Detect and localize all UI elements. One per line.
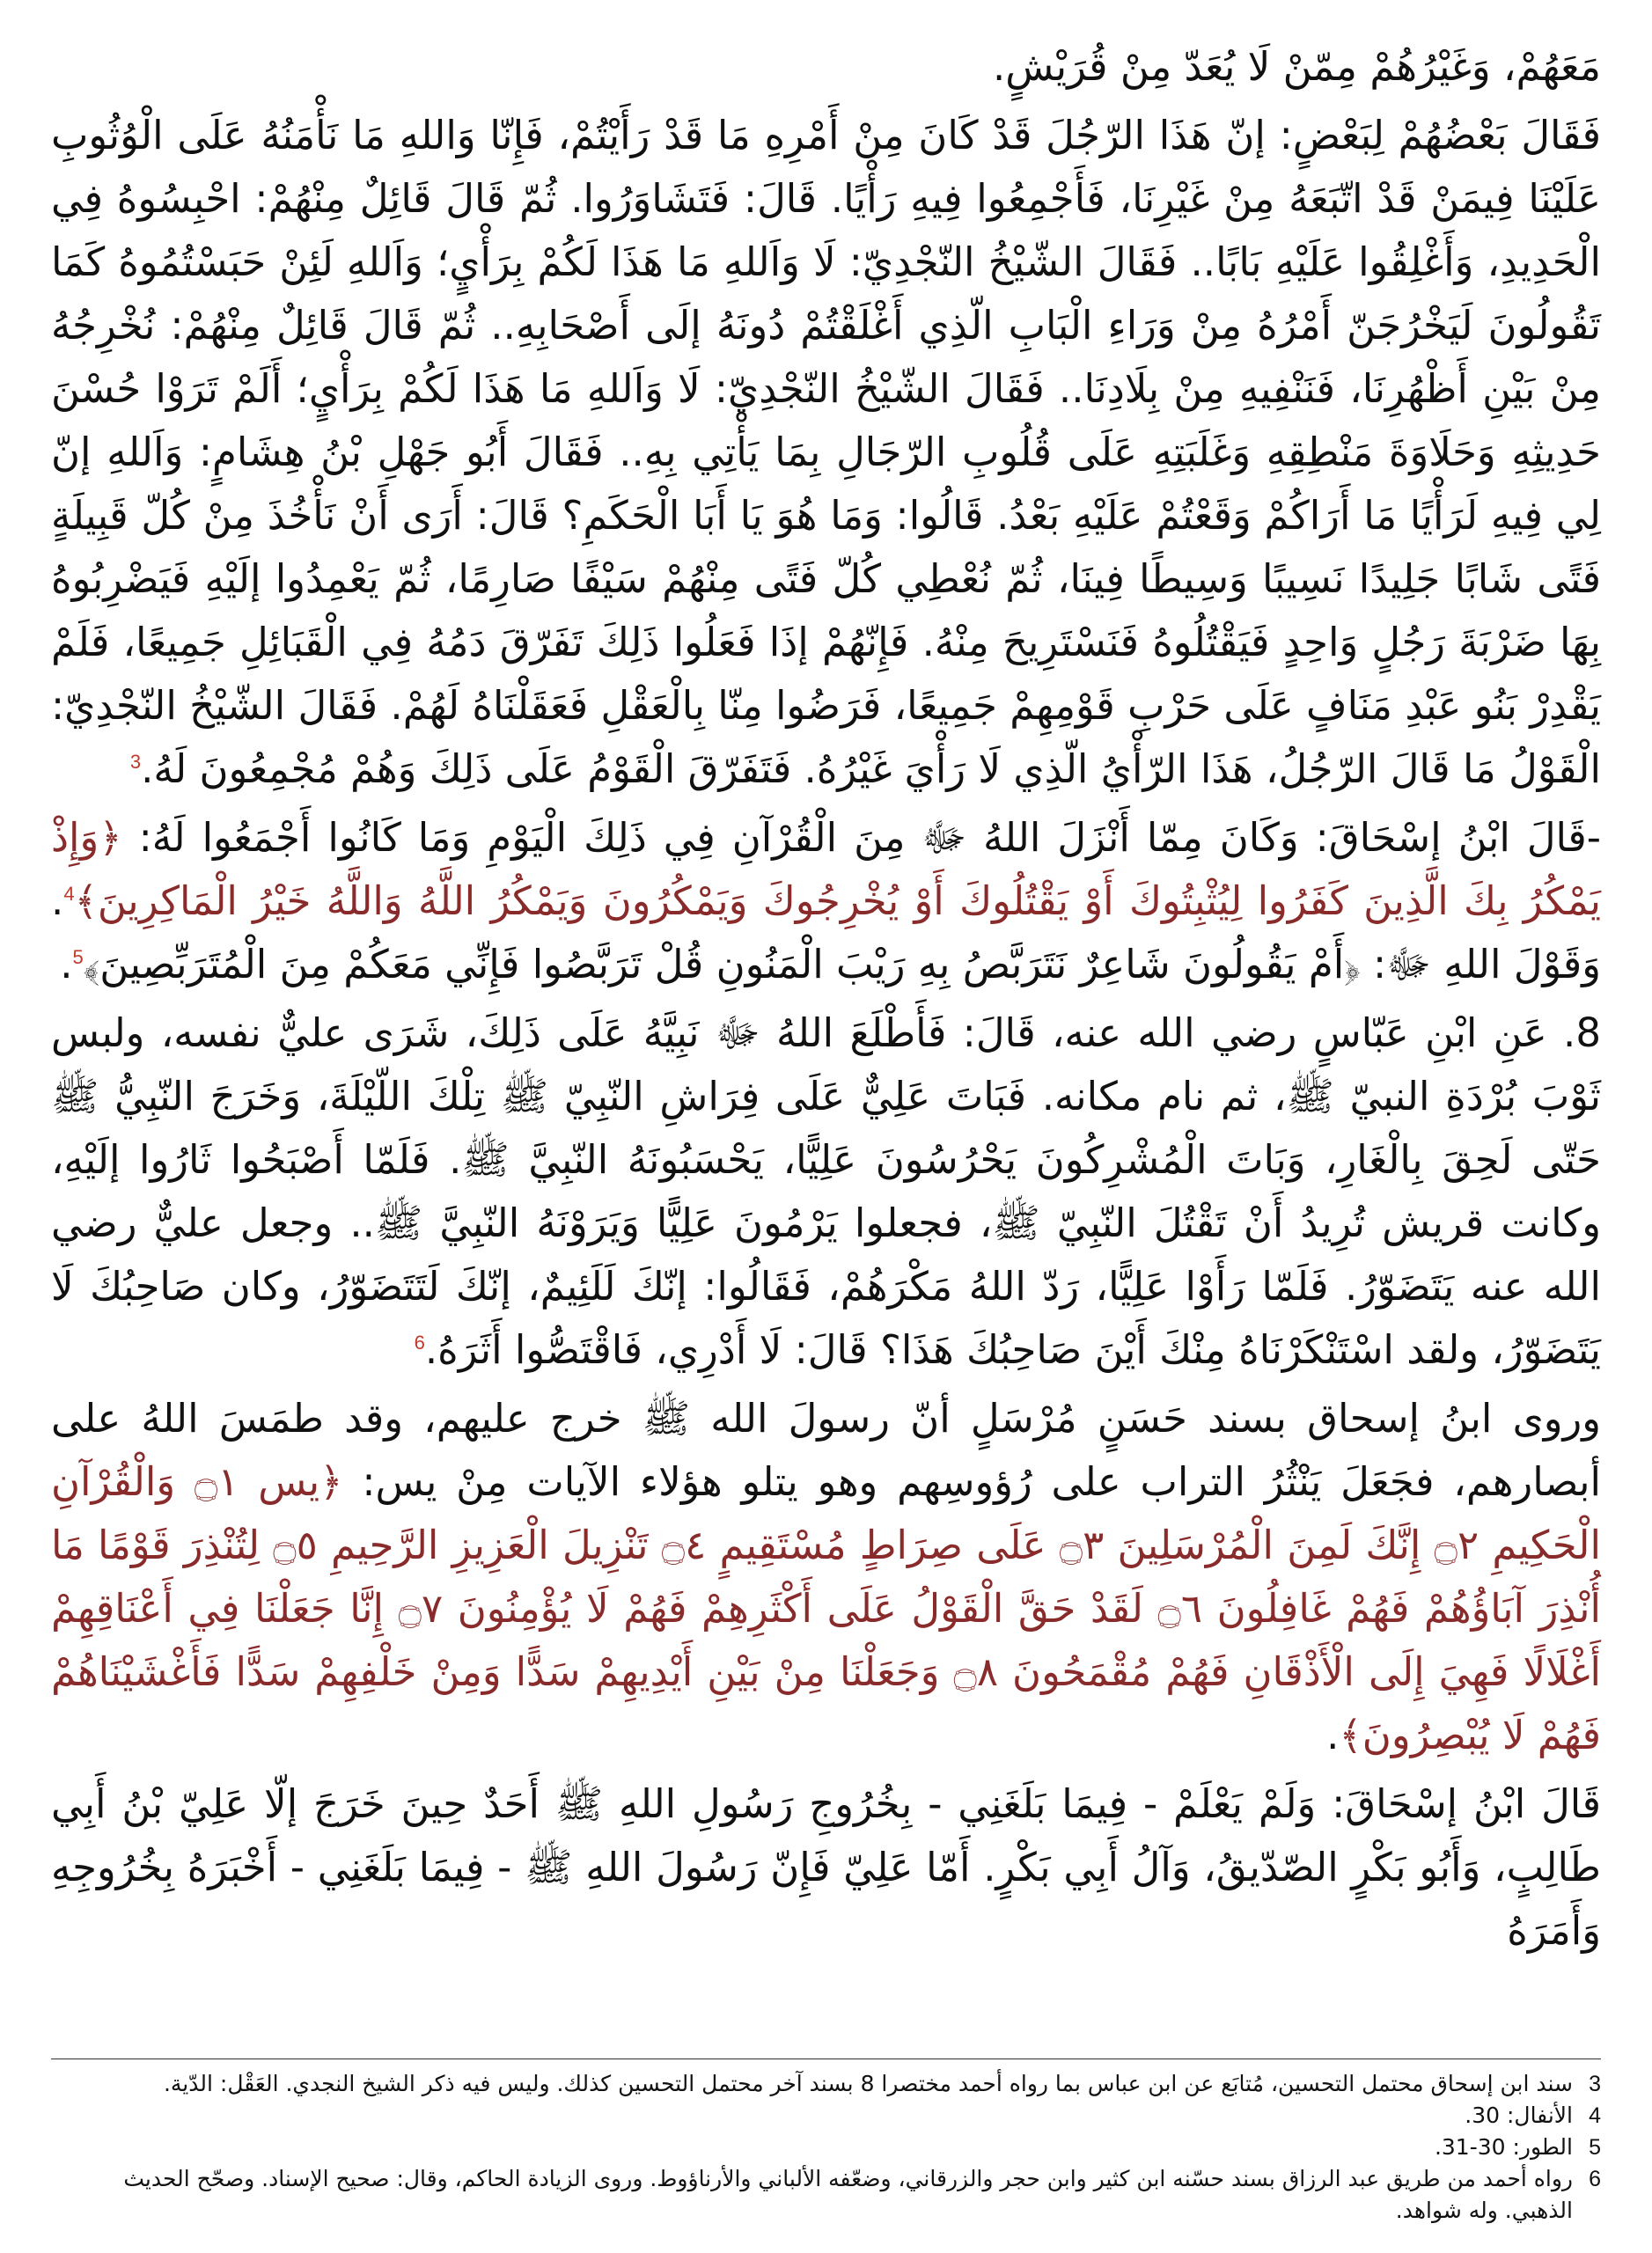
paragraph — [51, 806, 1601, 996]
footnote — [51, 2100, 1601, 2132]
text-segment: -قَالَ ابْنُ إسْحَاقَ: وَكَانَ مِمّا أَنْزَلَ اللهُ ﷻ مِنَ الْقُرْآنِ فِي ذَلِكَ الْيَوْمِ وَمَا كَانُوا أَجْمَعُوا لَهُ: — [121, 814, 1601, 861]
text-segment: فَقَالَ بَعْضُهُمْ لِبَعْضٍ: إنّ هَذَا الرّجُلَ قَدْ كَانَ مِنْ أَمْرِهِ مَا قَدْ رَأَيْتُمْ، فَإِنّا وَاللهِ مَا نَأْمَنُهُ عَلَى الْوُثُوبِ عَلَيْنَا فِيمَنْ قَدْ اتّبَعَهُ مِنْ غَيْرِنَا، فَأَجْمِعُوا فِيهِ رَأْيًا. قَالَ: فَتَشَاوَرُوا. ثُمّ قَالَ قَائِلٌ مِنْهُمْ: احْبِسُوهُ فِي الْحَدِيدِ، وَأَغْلِقُوا عَلَيْهِ بَابًا.. فَقَالَ الشّيْخُ النّجْدِيّ: لَا وَاَللهِ مَا هَذَا لَكُمْ بِرَأْيٍ؛ وَاَللهِ لَئِنْ حَبَسْتُمُوهُ كَمَا تَقُولُونَ لَيَخْرُجَنّ أَمْرُهُ مِنْ وَرَاءِ الْبَابِ الّذِي أَغْلَقْتُمْ دُونَهُ إلَى أَصْحَابِهِ.. ثُمّ قَالَ قَائِلٌ مِنْهُمْ: نُخْرِجُهُ مِنْ بَيْنِ أَظْهُرِنَا، فَنَنْفِيهِ مِنْ بِلَادِنَا.. فَقَالَ الشّيْخُ النّجْدِيّ: لَا وَاَللهِ مَا هَذَا لَكُمْ بِرَأْيٍ؛ أَلَمْ تَرَوْا حُسْنَ حَدِيثِهِ وَحَلَاوَةَ مَنْطِقِهِ وَغَلَبَتِهِ عَلَى قُلُوبِ الرّجَالِ بِمَا يَأْتِي بِهِ.. فَقَالَ أَبُو جَهْلِ بْنُ هِشَامٍ: وَاَللهِ إنّ لِي فِيهِ لَرَأْيًا مَا أَرَاكُمْ وَقَعْتُمْ عَلَيْهِ بَعْدُ. قَالُوا: وَمَا هُوَ يَا أَبَا الْحَكَمِ؟ قَالَ: أَرَى أَنْ نَأْخُذَ مِنْ كُلّ قَبِيلَةٍ فَتًى شَابًا جَلِيدًا نَسِيبًا وَسِيطًا فِينَا، ثُمّ نُعْطِي كُلّ فَتًى مِنْهُمْ سَيْفًا صَارِمًا، ثُمّ يَعْمِدُوا إلَيْهِ فَيَضْرِبُوهُ بِهَا ضَرْبَةَ رَجُلٍ وَاحِدٍ فَيَقْتُلُوهُ فَنَسْتَرِيحَ مِنْهُ. فَإِنّهُمْ إذَا فَعَلُوا ذَلِكَ تَفَرّقَ دَمُهُ فِي الْقَبَائِلِ جَمِيعًا، فَلَمْ يَقْدِرْ بَنُو عَبْدِ مَنَافٍ عَلَى حَرْبِ قَوْمِهِمْ جَمِيعًا، فَرَضُوا مِنّا بِالْعَقْلِ فَعَقَلْنَاهُ لَهُمْ. فَقَالَ الشّيْخُ النّجْدِيّ: الْقَوْلُ مَا قَالَ الرّجُلُ، هَذَا الرّأْيُ الّذِي لَا رَأْيَ غَيْرُهُ. فَتَفَرّقَ الْقَوْمُ عَلَى ذَلِكَ وَهُمْ مُجْمِعُونَ لَهُ. — [51, 112, 1601, 792]
text-segment: 8. عَنِ ابْنِ عَبّاسٍ رضي الله عنه، قَالَ: فَأَطْلَعَ اللهُ ﷻ نَبِيَّهُ عَلَى ذَلِكَ، شَرَى عليٌّ نفسه، ولبس ثَوْبَ بُرْدَةِ النبيّ ﷺ، ثم نام مكانه. فَبَاتَ عَلِيٌّ عَلَى فِرَاشِ النّبِيّ ﷺ تِلْكَ اللّيْلَةَ، وَخَرَجَ النّبِيُّ ﷺ حَتّى لَحِقَ بِالْغَارِ، وَبَاتَ الْمُشْرِكُونَ يَحْرُسُونَ عَلِيًّا، يَحْسَبُونَهُ النّبِيَّ ﷺ. فَلَمّا أَصْبَحُوا ثَارُوا إلَيْهِ، وكانت قريش تُرِيدُ أَنْ تَقْتُلَ النّبِيّ ﷺ، فجعلوا يَرْمُونَ عَلِيًّا وَيَرَوْنَهُ النّبِيَّ ﷺ.. وجعل عليٌّ رضي الله عنه يَتَضَوّرُ. فَلَمّا رَأَوْا عَلِيًّا، رَدّ اللهُ مَكْرَهُمْ، فَقَالُوا: إنّكَ لَلَئِيمٌ، إنّكَ لَتَتَضَوّرُ، وكان صَاحِبُكَ لَا يَتَضَوّرُ، ولقد اسْتَنْكَرْنَاهُ مِنْكَ أَيْنَ صَاحِبُكَ هَذَا؟ قَالَ: لَا أَدْرِي، فَاقْتَصُّوا أَثَرَهُ. — [51, 1009, 1601, 1373]
footnote-number: 5 — [1589, 2135, 1601, 2160]
main-text — [51, 35, 1601, 1963]
text-segment: وروى ابنُ إسحاق بسند حَسَنٍ مُرْسَلٍ أنّ رسولَ الله ﷺ خرج عليهم، وقد طمَسَ اللهُ على أبصارهم، فجَعَلَ يَنْثُرُ التراب على رُؤوسِهم وهو يتلو هؤلاء الآيات مِنْ يس: — [51, 1395, 1601, 1505]
quran-verse: ﴿وَإِذْ يَمْكُرُ بِكَ الَّذِينَ كَفَرُوا لِيُثْبِتُوكَ أَوْ يَقْتُلُوكَ أَوْ يُخْرِجُوكَ وَيَمْكُرُونَ وَيَمْكُرُ اللَّهُ وَاللَّهُ خَيْرُ الْمَاكِرِينَ﴾ — [51, 814, 1601, 924]
footnote-marker: 5 — [72, 946, 84, 968]
footnote — [51, 2163, 1601, 2227]
footnote-number: 4 — [1589, 2103, 1601, 2128]
text-segment: . — [60, 941, 73, 987]
footnote — [51, 2068, 1601, 2100]
quran-verse: ﴿يس ۝١ وَالْقُرْآنِ الْحَكِيمِ ۝٢ إِنَّكَ لَمِنَ الْمُرْسَلِينَ ۝٣ عَلَى صِرَاطٍ مُسْتَقِيمٍ ۝٤ تَنْزِيلَ الْعَزِيزِ الرَّحِيمِ ۝٥ لِتُنْذِرَ قَوْمًا مَا أُنْذِرَ آبَاؤُهُمْ فَهُمْ غَافِلُونَ ۝٦ لَقَدْ حَقَّ الْقَوْلُ عَلَى أَكْثَرِهِمْ فَهُمْ لَا يُؤْمِنُونَ ۝٧ إِنَّا جَعَلْنَا فِي أَعْنَاقِهِمْ أَغْلَالًا فَهِيَ إِلَى الْأَذْقَانِ فَهُمْ مُقْمَحُونَ ۝٨ وَجَعَلْنَا مِنْ بَيْنِ أَيْدِيهِمْ سَدًّا وَمِنْ خَلْفِهِمْ سَدًّا فَأَغْشَيْنَاهُمْ فَهُمْ لَا يُبْصِرُونَ﴾ — [51, 1458, 1602, 1758]
footnote-text: الطور: 30-31. — [1434, 2134, 1573, 2160]
paragraph — [51, 104, 1601, 801]
footnote-marker: 6 — [414, 1332, 425, 1354]
footnote-marker: 4 — [63, 883, 75, 905]
paragraph — [51, 35, 1601, 99]
book-page — [51, 35, 1601, 2227]
footnote-number: 6 — [1589, 2167, 1601, 2191]
footnote-text: سند ابن إسحاق محتمل التحسين، مُتابَع عن ابن عباس بما رواه أحمد مختصرا 8 بسند آخر محتمل التحسين كذلك. وليس فيه ذكر الشيخ النجدي. العَقْل: الدّية. — [163, 2071, 1573, 2096]
paragraph — [51, 1387, 1601, 1767]
footnotes — [51, 2059, 1601, 2227]
footnote — [51, 2132, 1601, 2163]
text-segment: . — [1326, 1712, 1340, 1758]
footnote-marker: 3 — [129, 751, 142, 773]
text-segment: ﴿أَمْ يَقُولُونَ شَاعِرٌ نَتَرَبَّصُ بِهِ رَيْبَ الْمَنُونِ قُلْ تَرَبَّصُوا فَإِنِّي مَعَكُمْ مِنَ الْمُتَرَبِّصِينَ﴾ — [83, 941, 1361, 987]
text-segment: مَعَهُمْ، وَغَيْرُهُمْ مِمّنْ لَا يُعَدّ مِنْ قُرَيْشٍ. — [993, 43, 1601, 90]
text-segment: قَالَ ابْنُ إسْحَاقَ: وَلَمْ يَعْلَمْ - فِيمَا بَلَغَنِي - بِخُرُوجِ رَسُولِ اللهِ ﷺ أَحَدٌ حِينَ خَرَجَ إلّا عَلِيّ بْنُ أَبِي طَالِبٍ، وَأَبُو بَكْرٍ الصّدّيقُ، وَآلُ أَبِي بَكْرٍ. أَمّا عَلِيّ فَإِنّ رَسُولَ اللهِ ﷺ - فِيمَا بَلَغَنِي - أَخْبَرَهُ بِخُرُوجِهِ وَأَمَرَهُ — [51, 1780, 1601, 1954]
text-segment: . وَقَوْلَ اللهِ ﷻ: — [51, 877, 1601, 987]
footnote-text: الأنفال: 30. — [1465, 2103, 1573, 2128]
footnote-text: رواه أحمد من طريق عبد الرزاق بسند حسّنه ابن كثير وابن حجر والزرقاني، وضعّفه الألباني والأرناؤوط. وروى الزيادة الحاكم، وقال: صحيح الإسناد. وصحّح الحديث الذهبي. وله شواهد. — [123, 2166, 1573, 2223]
footnote-number: 3 — [1589, 2072, 1601, 2096]
paragraph — [51, 1002, 1601, 1382]
paragraph — [51, 1772, 1601, 1963]
